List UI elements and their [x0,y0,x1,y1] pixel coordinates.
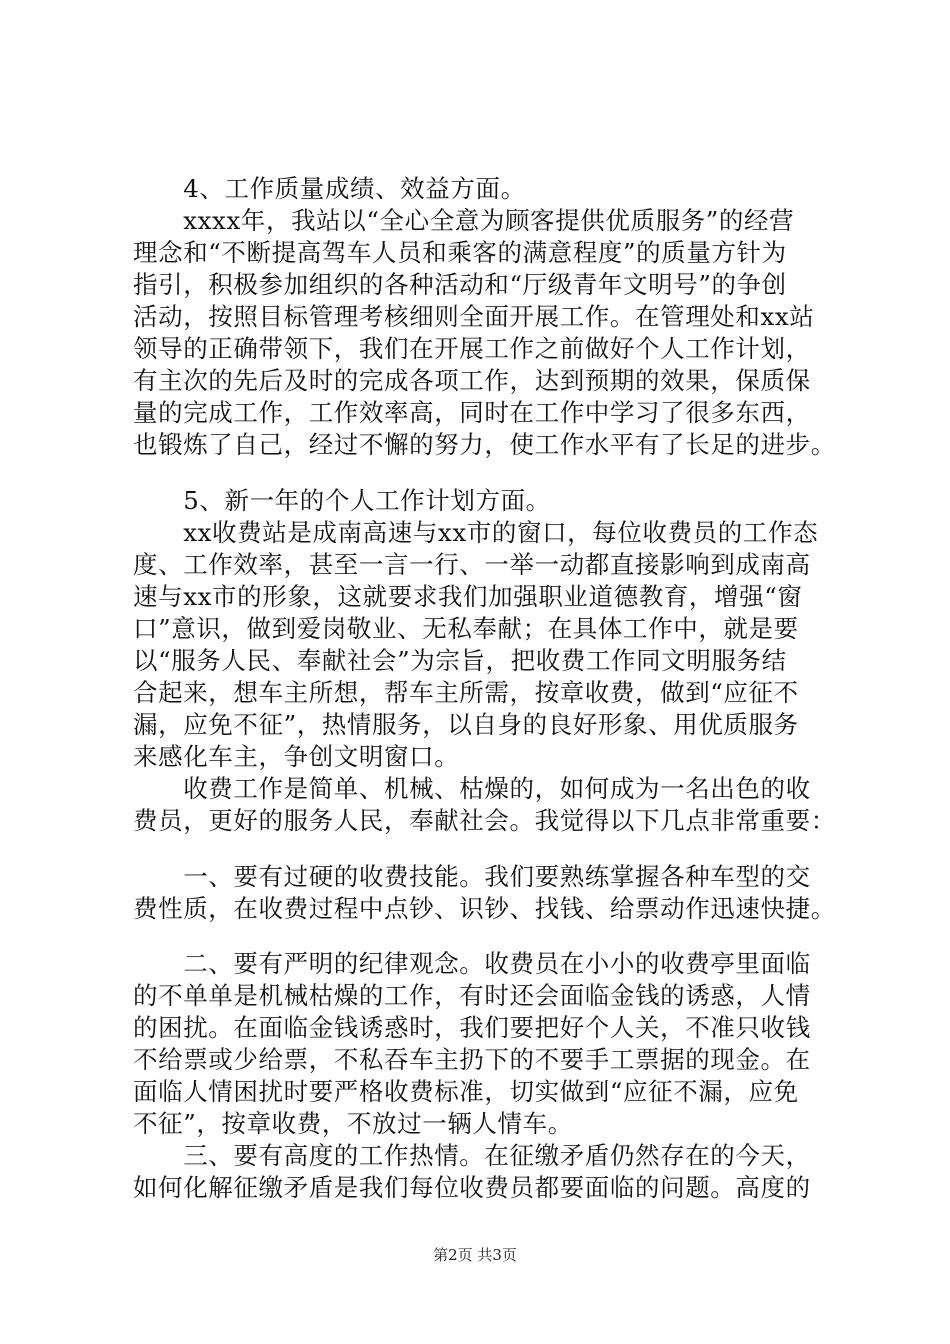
text-line: 合起来，想车主所想，帮车主所需，按章收费，做到“应征不 [133,678,799,707]
text-line: 理念和“不断提高驾车人员和乘客的满意程度”的质量方针为 [133,238,787,267]
text-line: 二、要有严明的纪律观念。收费员在小小的收费亭里面临 [133,949,811,978]
text-line: xx收费站是成南高速与xx市的窗口，每位收费员的工作态 [133,518,819,547]
text-line: 5、新一年的个人工作计划方面。 [133,486,551,515]
text-line: 费性质，在收费过程中点钞、识钞、找钱、给票动作迅速快捷。 [133,894,836,923]
text-line: 的不单单是机械枯燥的工作，有时还会面临金钱的诱惑，人情 [133,981,811,1010]
text-line: 面临人情困扰时要严格收费标准，切实做到“应征不漏，应免 [133,1077,799,1106]
text-line: 不给票或少给票，不私吞车主扔下的不要手工票据的现金。在 [133,1045,811,1074]
text-line: 以“服务人民、奉献社会”为宗旨，把收费工作同文明服务结 [133,646,787,675]
text-line: 量的完成工作，工作效率高，同时在工作中学习了很多东西， [133,398,811,427]
text-line: 三、要有高度的工作热情。在征缴矛盾仍然存在的今天， [133,1141,811,1170]
text-line: 速与xx市的形象，这就要求我们加强职业道德教育，增强“窗 [133,582,803,611]
text-line: 漏，应免不征”，热情服务，以自身的良好形象、用优质服务 [133,710,799,739]
text-line: 不征”，按章收费，不放过一辆人情车。 [133,1109,573,1138]
text-line: 指引，积极参加组织的各种活动和“厅级青年文明号”的争创 [133,270,787,299]
text-line: 收费工作是简单、机械、枯燥的，如何成为一名出色的收 [133,774,811,803]
text-line: 度、工作效率，甚至一言一行、一举一动都直接影响到成南高 [133,550,811,579]
page-number: 第2页 共3页 [433,1246,517,1264]
text-line: 费员，更好的服务人民，奉献社会。我觉得以下几点非常重要： [133,806,836,835]
text-line: 活动，按照目标管理考核细则全面开展工作。在管理处和xx站 [133,302,815,331]
text-line: 一、要有过硬的收费技能。我们要熟练掌握各种车型的交 [133,862,811,891]
text-line: 口”意识，做到爱岗敬业、无私奉献；在具体工作中，就是要 [133,614,799,643]
text-line: 领导的正确带领下，我们在开展工作之前做好个人工作计划， [133,334,811,363]
text-line: xxxx年，我站以“全心全意为顾客提供优质服务”的经营 [133,206,795,235]
text-line: 的困扰。在面临金钱诱惑时，我们要把好个人关，不准只收钱 [133,1013,811,1042]
text-line: 也锻炼了自己，经过不懈的努力，使工作水平有了长足的进步。 [133,430,836,459]
text-line: 有主次的先后及时的完成各项工作，达到预期的效果，保质保 [133,366,811,395]
text-line: 来感化车主，争创文明窗口。 [133,742,460,771]
text-line: 如何化解征缴矛盾是我们每位收费员都要面临的问题。高度的 [133,1173,811,1202]
text-line: 4、工作质量成绩、效益方面。 [133,174,526,203]
